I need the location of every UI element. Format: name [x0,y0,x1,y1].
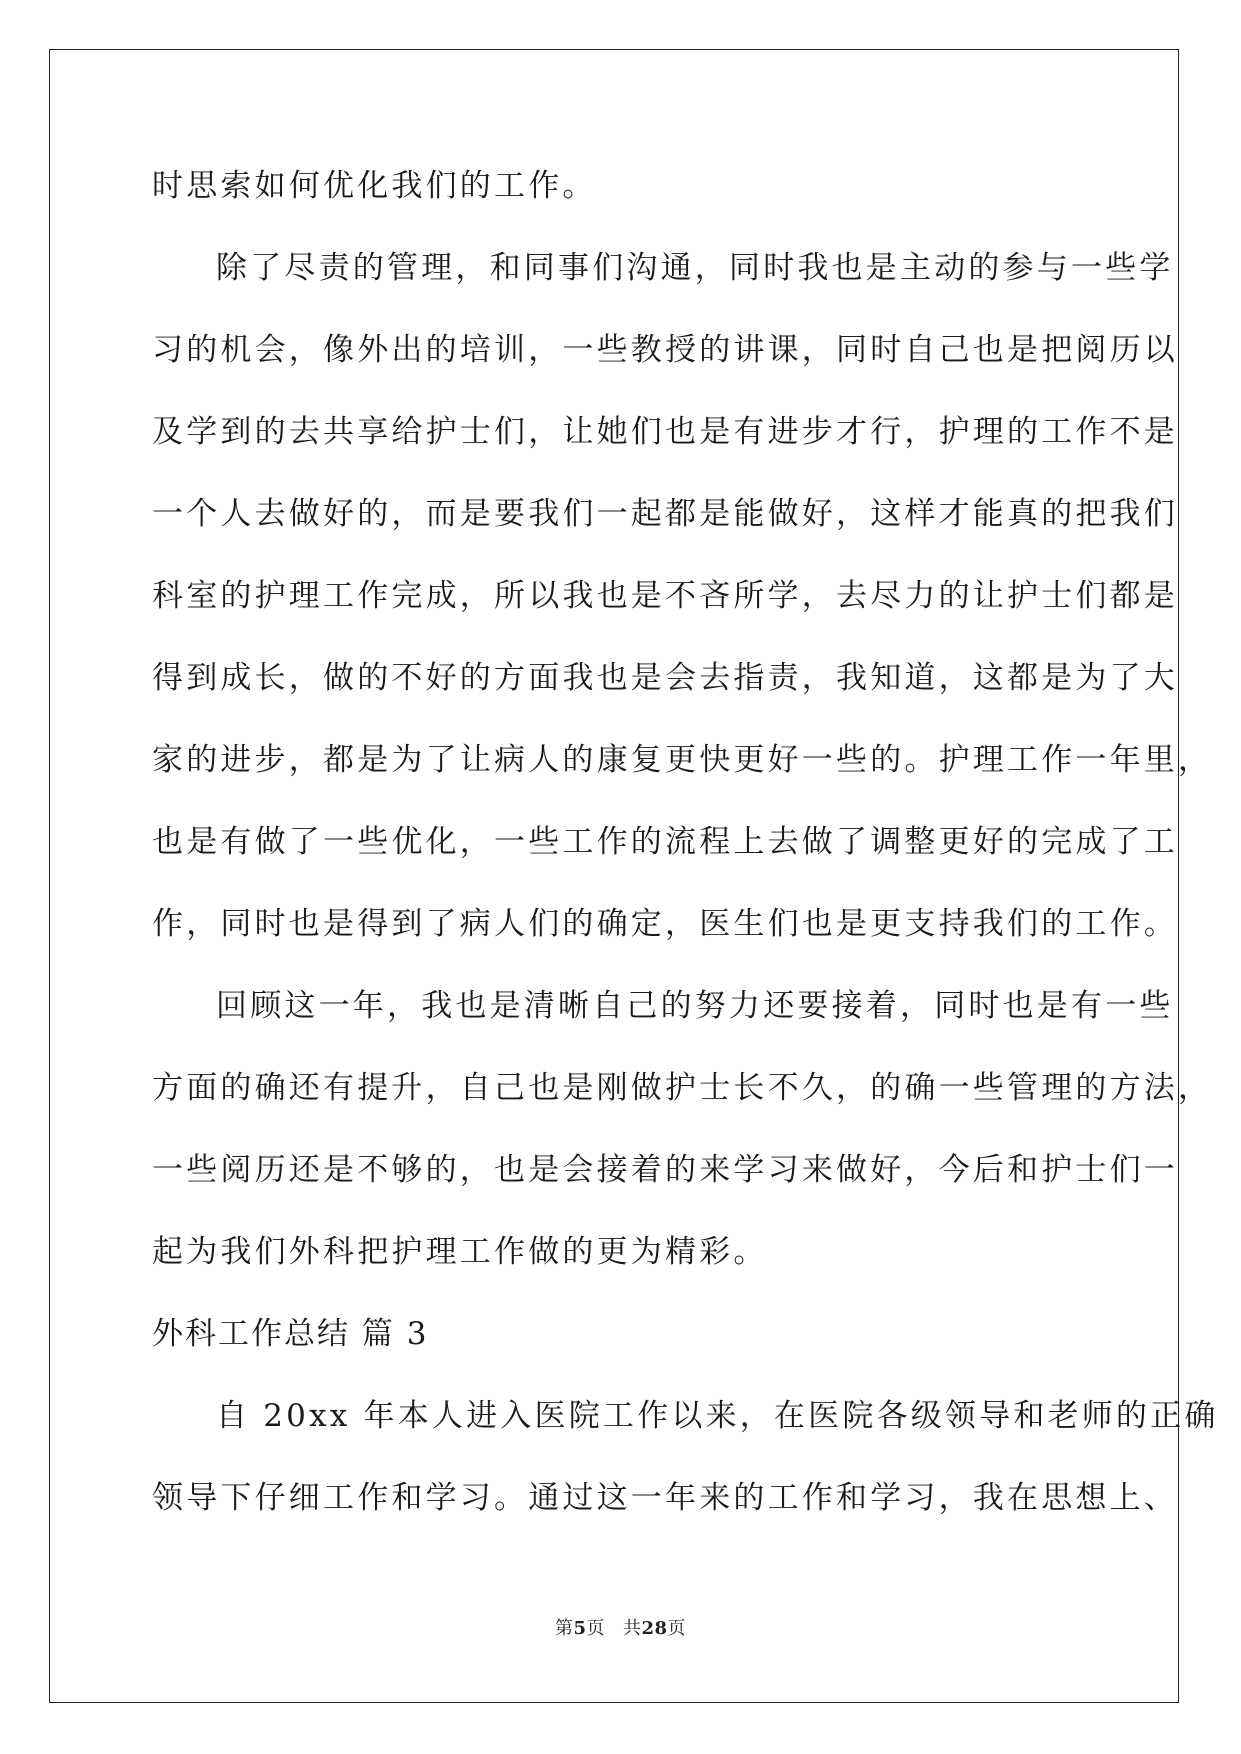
paragraph-line: 领导下仔细工作和学习。通过这一年来的工作和学习，我在思想上、 [152,1480,1178,1516]
paragraph-line: 科室的护理工作完成，所以我也是不吝所学，去尽力的让护士们都是 [152,578,1178,614]
document-body [152,162,1219,1556]
paragraph-line: 得到成长，做的不好的方面我也是会去指责，我知道，这都是为了大 [152,660,1178,696]
paragraph-line: 家的进步，都是为了让病人的康复更快更好一些的。护理工作一年里， [152,742,1213,778]
paragraph-line: 方面的确还有提升，自己也是刚做护士长不久，的确一些管理的方法， [152,1070,1213,1106]
paragraph-line: 一些阅历还是不够的，也是会接着的来学习来做好，今后和护士们一 [152,1152,1178,1188]
paragraph-line: 起为我们外科把护理工作做的更为精彩。 [152,1234,768,1270]
page-suffix: 页 [586,1618,605,1639]
total-pages: 28 [641,1618,668,1639]
paragraph-line: 时思索如何优化我们的工作。 [152,168,597,204]
paragraph-line: 除了尽责的管理，和同事们沟通，同时我也是主动的参与一些学 [216,250,1174,286]
page-footer [0,1614,1241,1640]
page-prefix: 第 [554,1618,574,1639]
total-suffix: 页 [667,1618,687,1639]
page-number: 5 [573,1618,587,1639]
paragraph-line: 也是有做了一些优化，一些工作的流程上去做了调整更好的完成了工 [152,824,1178,860]
paragraph-line: 作，同时也是得到了病人们的确定，医生们也是更支持我们的工作。 [152,906,1178,942]
total-prefix: 共 [622,1618,642,1639]
paragraph-line: 习的机会，像外出的培训，一些教授的讲课，同时自己也是把阅历以 [152,332,1178,368]
paragraph-line: 自 20xx 年本人进入医院工作以来，在医院各级领导和老师的正确 [216,1398,1219,1434]
paragraph-line: 回顾这一年，我也是清晰自己的努力还要接着，同时也是有一些 [216,988,1174,1024]
section-heading: 外科工作总结 篇 3 [152,1316,429,1352]
paragraph-line: 及学到的去共享给护士们，让她们也是有进步才行，护理的工作不是 [152,414,1178,450]
paragraph-line: 一个人去做好的，而是要我们一起都是能做好，这样才能真的把我们 [152,496,1178,532]
